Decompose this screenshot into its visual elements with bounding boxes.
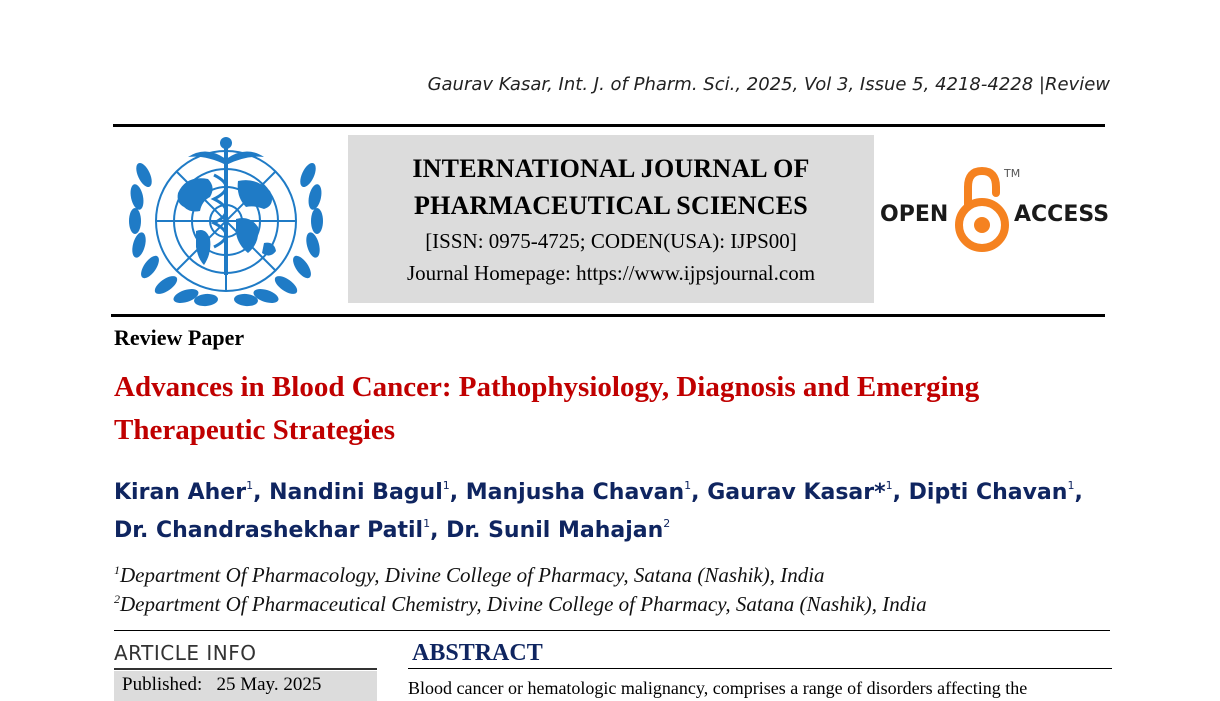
published-date: 25 May. 2025: [216, 674, 322, 695]
author-affiliation-sup: 1: [442, 479, 450, 492]
abstract-first-line: Blood cancer or hematologic malignancy, comprises a range of disorders affecting the: [408, 678, 1028, 698]
author-name: Nandini Bagul: [269, 480, 443, 505]
affiliation-2: [114, 585, 1114, 619]
journal-emblem-logo: [126, 135, 326, 307]
published-label: Published:: [122, 674, 203, 695]
journal-issn: [ISSN: 0975-4725; CODEN(USA): IJPS00]: [425, 229, 797, 253]
section-divider: [114, 630, 1110, 631]
affiliation-text: Department Of Pharmacology, Divine College of Pharmacy, Satana (Nashik), India: [120, 563, 825, 587]
abstract-heading: ABSTRACT: [412, 640, 543, 666]
open-access-logo: [880, 165, 1110, 253]
paper-title-line2: Therapeutic Strategies: [114, 414, 396, 446]
author-name: Dr. Chandrashekhar Patil: [114, 518, 424, 543]
author-separator: ,: [691, 480, 708, 505]
affiliation-sup: 2: [114, 592, 120, 606]
author-separator: ,: [449, 480, 466, 505]
journal-title-line2: PHARMACEUTICAL SCIENCES: [414, 191, 808, 220]
author-separator: ,: [253, 480, 270, 505]
author-affiliation-sup: 1: [885, 479, 893, 492]
open-access-access-text: ACCESS: [1014, 202, 1110, 227]
author-affiliation-sup: 1: [684, 479, 692, 492]
author-name: Gaurav Kasar*: [707, 480, 886, 505]
author-affiliation-sup: 1: [1067, 479, 1075, 492]
journal-masthead: [348, 135, 874, 303]
author-name: Dipti Chavan: [908, 480, 1068, 505]
abstract-rule: [408, 668, 1112, 669]
author-separator: ,: [430, 518, 447, 543]
open-access-tm: TM: [1004, 167, 1021, 180]
header-top-rule: [113, 124, 1105, 127]
open-access-open-text: OPEN: [880, 202, 949, 227]
article-info-heading: ARTICLE INFO: [114, 641, 257, 665]
paper-title: [114, 366, 1114, 452]
author-affiliation-sup: 2: [663, 517, 671, 530]
author-line1: [114, 470, 1114, 508]
header-bottom-rule: [111, 314, 1105, 317]
paper-title-line1: Advances in Blood Cancer: Pathophysiology, Diagnosis and Emerging: [114, 371, 980, 403]
author-separator: ,: [1074, 480, 1083, 505]
journal-homepage: Journal Homepage: https://www.ijpsjournal.com: [406, 261, 816, 285]
article-info-rule: [114, 668, 377, 670]
published-row: [114, 671, 377, 701]
author-name: Manjusha Chavan: [465, 480, 685, 505]
affiliation-sup: 1: [114, 563, 120, 577]
author-name: Dr. Sunil Mahajan: [446, 518, 664, 543]
citation-header: Gaurav Kasar, Int. J. of Pharm. Sci., 2025, Vol 3, Issue 5, 4218-4228 |Review: [427, 74, 1110, 95]
author-list: [114, 470, 1114, 546]
open-access-lock-icon: [952, 165, 1012, 253]
author-line2: [114, 508, 1114, 546]
author-affiliation-sup: 1: [423, 517, 431, 530]
author-separator: ,: [892, 480, 909, 505]
journal-title-line1: INTERNATIONAL JOURNAL OF: [412, 154, 810, 183]
affiliation-text: Department Of Pharmaceutical Chemistry, Divine College of Pharmacy, Satana (Nashik), India: [120, 592, 927, 616]
author-affiliation-sup: 1: [246, 479, 254, 492]
author-name: Kiran Aher: [114, 480, 247, 505]
paper-type-label: Review Paper: [114, 325, 245, 350]
